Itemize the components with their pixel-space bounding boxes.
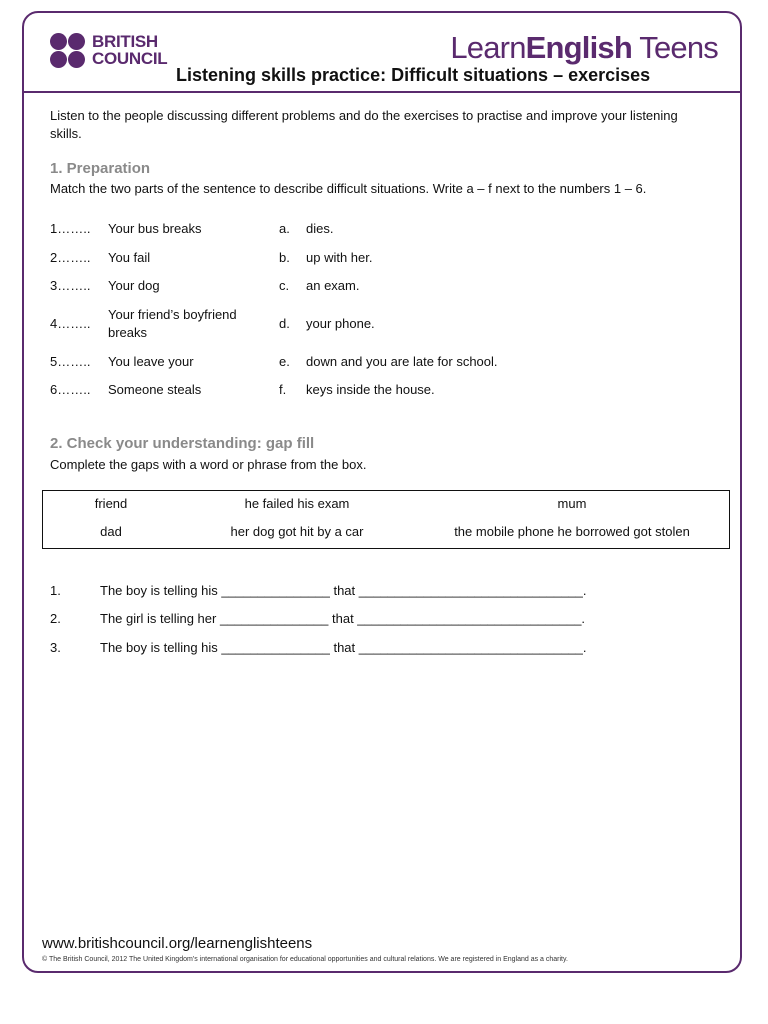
- match-number[interactable]: 5……..: [50, 354, 91, 369]
- word-box-item: her dog got hit by a car: [230, 524, 364, 539]
- match-number[interactable]: 2……..: [50, 250, 91, 265]
- word-box-item: friend: [94, 496, 128, 511]
- match-left: Someone steals: [108, 382, 202, 397]
- gap-number: 2.: [50, 611, 61, 626]
- gap-sentence[interactable]: The boy is telling his _______________ that _______________________________.: [100, 583, 587, 598]
- match-letter: f.: [279, 382, 287, 397]
- brand-learn: Learn: [450, 30, 526, 65]
- section2-heading: 2. Check your understanding: gap fill: [50, 435, 315, 452]
- footer-copyright: © The British Council, 2012 The United Kingdom’s international organisation for educational opportunities and cultural relations. We are registered in England as a charity.: [42, 956, 568, 963]
- brand-teens: Teens: [632, 30, 718, 65]
- footer-url-link[interactable]: www.britishcouncil.org/learnenglishteens: [42, 935, 313, 952]
- intro-text: Listen to the people discussing different problems and do the exercises to practise and improve your listening skills.: [50, 108, 678, 141]
- match-letter: b.: [279, 250, 290, 265]
- gap-sentence[interactable]: The girl is telling her _______________ that _______________________________.: [100, 611, 586, 626]
- match-letter: a.: [279, 221, 290, 236]
- word-box-item: the mobile phone he borrowed got stolen: [454, 524, 690, 539]
- word-box-item: he failed his exam: [244, 496, 350, 511]
- page-title: Listening skills practice: Difficult situations – exercises: [176, 65, 651, 85]
- match-number[interactable]: 6……..: [50, 382, 91, 397]
- gap-number: 3.: [50, 640, 61, 655]
- match-right: down and you are late for school.: [306, 354, 498, 369]
- match-number[interactable]: 1……..: [50, 221, 91, 236]
- logo-text: [92, 33, 167, 67]
- gap-number: 1.: [50, 583, 61, 598]
- match-letter: c.: [279, 278, 290, 293]
- match-left: You fail: [108, 250, 151, 265]
- match-right: keys inside the house.: [306, 382, 435, 397]
- section1-instruction: Match the two parts of the sentence to describe difficult situations. Write a – f next to the numbers 1 – 6.: [50, 181, 647, 196]
- section1-heading: 1. Preparation: [50, 160, 151, 177]
- match-right: up with her.: [306, 250, 373, 265]
- british-council-logo: [50, 33, 180, 69]
- match-left: Your friend’s boyfriend breaks: [108, 307, 237, 340]
- gap-sentence[interactable]: The boy is telling his _______________ that _______________________________.: [100, 640, 587, 655]
- logo-line1: BRITISH: [92, 32, 158, 51]
- match-right: your phone.: [306, 316, 375, 331]
- word-box-item: dad: [100, 524, 122, 539]
- section2-instruction: Complete the gaps with a word or phrase from the box.: [50, 457, 367, 472]
- match-letter: e.: [279, 354, 290, 369]
- match-letter: d.: [279, 316, 290, 331]
- match-number[interactable]: 3……..: [50, 278, 91, 293]
- brand-english: English: [525, 30, 633, 65]
- match-right: an exam.: [306, 278, 360, 293]
- match-left: Your dog: [108, 278, 160, 293]
- logo-line2: COUNCIL: [92, 49, 168, 68]
- logo-dots-icon: [50, 33, 86, 69]
- word-box-item: mum: [557, 496, 587, 511]
- match-left: You leave your: [108, 354, 194, 369]
- word-box: [42, 490, 730, 549]
- match-number[interactable]: 4……..: [50, 316, 91, 331]
- learnenglish-teens-brand: [450, 30, 718, 66]
- match-left: Your bus breaks: [108, 221, 202, 236]
- match-right: dies.: [306, 221, 334, 236]
- header-divider: [24, 91, 742, 93]
